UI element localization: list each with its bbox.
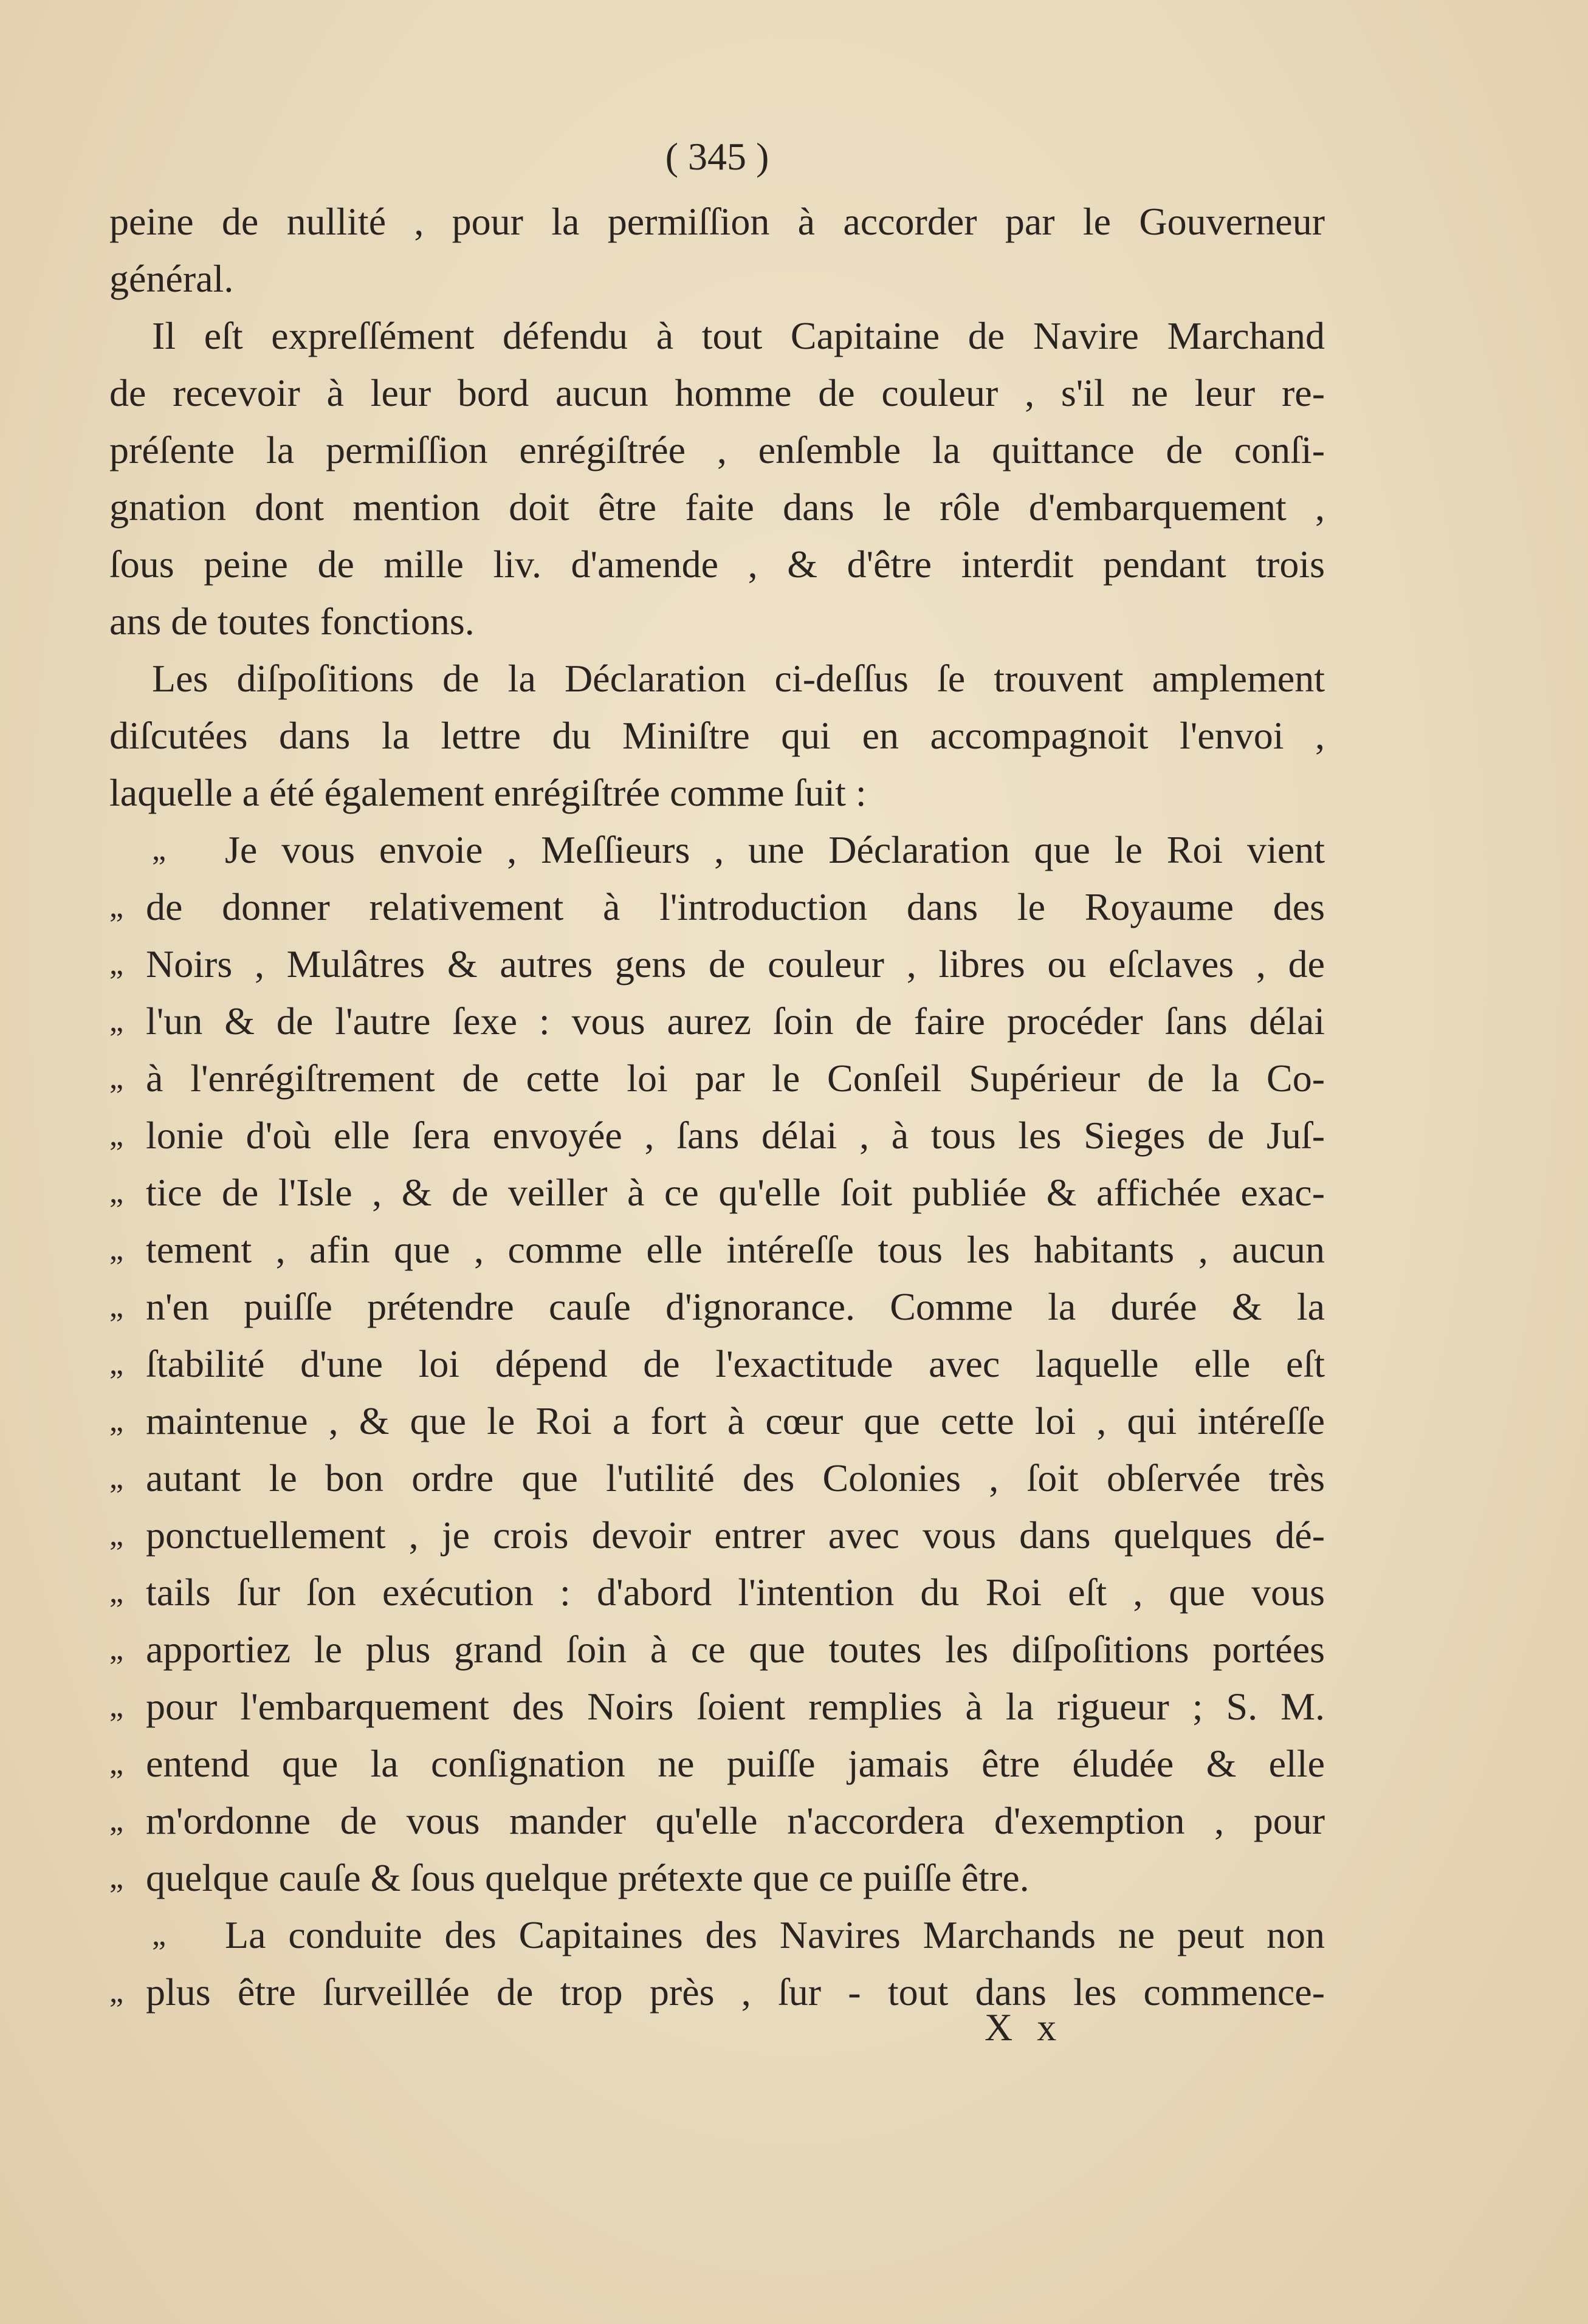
quote-text: l'un & de l'autre ſexe : vous aurez ſoin de faire procéder ſans délai <box>146 999 1325 1043</box>
quote-line <box>109 1107 1325 1164</box>
quote-mark: „ <box>109 1860 124 1895</box>
quote-text: pour l'embarquement des Noirs ſoient remplies à la rigueur ; S. M. <box>146 1685 1325 1728</box>
paragraph-1 <box>109 193 1325 307</box>
quote-text: ponctuellement , je crois devoir entrer avec vous dans quelques dé- <box>146 1513 1325 1557</box>
quote-text: entend que la conſignation ne puiſſe jamais être éludée & elle <box>146 1742 1325 1785</box>
quote-line <box>109 1335 1325 1393</box>
text-line: gnation dont mention doit être faite dans le rôle d'embarquement , <box>109 485 1325 529</box>
text-line: préſente la permiſſion enrégiſtrée , enſemble la quittance de conſi- <box>109 428 1325 471</box>
quote-mark: „ <box>109 1803 124 1838</box>
signature-mark: X x <box>985 2006 1064 2049</box>
quote-text: quelque cauſe & ſous quelque prétexte que ce puiſſe être. <box>146 1856 1029 1899</box>
text-line: ans de toutes fonctions. <box>109 600 475 643</box>
quote-text: tement , afin que , comme elle intéreſſe tous les habitants , aucun <box>146 1228 1325 1271</box>
text-line: Il eſt expreſſément défendu à tout Capitaine de Navire Marchand <box>152 314 1325 357</box>
quote-text: tails ſur ſon exécution : d'abord l'intention du Roi eſt , que vous <box>146 1571 1325 1614</box>
quote-text: n'en puiſſe prétendre cauſe d'ignorance. Comme la durée & la <box>146 1285 1325 1328</box>
quote-mark: „ <box>109 1346 124 1381</box>
quote-text: m'ordonne de vous mander qu'elle n'accordera d'exemption , pour <box>146 1799 1325 1842</box>
quote-mark: „ <box>109 1461 124 1495</box>
quote-line <box>109 1849 1325 1907</box>
quote-line <box>109 1564 1325 1621</box>
quote-text: apportiez le plus grand ſoin à ce que toutes les diſpoſitions portées <box>146 1628 1325 1671</box>
quote-line <box>109 821 1325 879</box>
quote-mark: „ <box>109 947 124 981</box>
quote-line <box>109 1221 1325 1278</box>
quote-line <box>109 1678 1325 1735</box>
quote-mark: „ <box>109 1689 124 1724</box>
quote-text: La conduite des Capitaines des Navires Marchands ne peut non <box>225 1913 1325 1956</box>
quote-text: lonie d'où elle ſera envoyée , ſans délai , à tous les Sieges de Juſ- <box>146 1114 1325 1157</box>
quote-mark: „ <box>109 1004 124 1038</box>
quote-line <box>109 1792 1325 1849</box>
quoted-letter <box>109 821 1325 2021</box>
quote-mark: „ <box>109 1746 124 1781</box>
quote-mark: „ <box>109 1632 124 1667</box>
paragraph-3 <box>109 650 1325 821</box>
text-block <box>109 132 1325 2021</box>
quote-mark: „ <box>109 1175 124 1210</box>
quote-text: autant le bon ordre que l'utilité des Colonies , ſoit obſervée très <box>146 1456 1325 1500</box>
quote-mark: „ <box>109 1975 124 2009</box>
quote-line <box>109 1393 1325 1450</box>
text-line: de recevoir à leur bord aucun homme de couleur , s'il ne leur re- <box>109 371 1325 414</box>
text-line: laquelle a été également enrégiſtrée comme ſuit : <box>109 771 867 814</box>
quote-text: maintenue , & que le Roi a fort à cœur que cette loi , qui intéreſſe <box>146 1399 1325 1442</box>
text-line: peine de nullité , pour la permiſſion à accorder par le Gouverneur <box>109 200 1325 243</box>
quote-mark: „ <box>109 1061 124 1095</box>
quote-line <box>109 1507 1325 1564</box>
text-line: ſous peine de mille liv. d'amende , & d'être interdit pendant trois <box>109 543 1325 586</box>
quote-mark: „ <box>109 1232 124 1267</box>
quote-text: Noirs , Mulâtres & autres gens de couleur , libres ou eſclaves , de <box>146 942 1325 985</box>
quote-mark: „ <box>109 889 124 924</box>
quote-mark: „ <box>152 1918 167 1952</box>
quote-line <box>109 1050 1325 1107</box>
quote-mark: „ <box>109 1575 124 1609</box>
quote-mark: „ <box>109 1289 124 1324</box>
text-line: diſcutées dans la lettre du Miniſtre qui en accompagnoit l'envoi , <box>109 714 1325 757</box>
quote-line <box>109 1735 1325 1792</box>
text-line: Les diſpoſitions de la Déclaration ci-deſſus ſe trouvent amplement <box>152 657 1325 700</box>
quote-line <box>109 879 1325 936</box>
quote-text: plus être ſurveillée de trop près , ſur - tout dans les commence- <box>146 1970 1325 2014</box>
quote-text: de donner relativement à l'introduction dans le Royaume des <box>146 885 1325 928</box>
quote-text: Je vous envoie , Meſſieurs , une Déclaration que le Roi vient <box>225 828 1325 871</box>
quote-text: à l'enrégiſtrement de cette loi par le Conſeil Supérieur de la Co- <box>146 1057 1325 1100</box>
quote-line <box>109 1450 1325 1507</box>
quote-text: tice de l'Isle , & de veiller à ce qu'elle ſoit publiée & affichée exac- <box>146 1171 1325 1214</box>
quote-mark: „ <box>109 1404 124 1438</box>
quote-line <box>109 1278 1325 1335</box>
quote-line <box>109 1164 1325 1221</box>
quote-mark: „ <box>109 1118 124 1153</box>
quote-mark: „ <box>152 832 167 867</box>
text-line: général. <box>109 257 234 300</box>
quote-mark: „ <box>109 1518 124 1552</box>
quote-line <box>109 993 1325 1050</box>
quote-line <box>109 1907 1325 1964</box>
quote-line <box>109 1964 1325 2021</box>
page-number: ( 345 ) <box>665 135 769 178</box>
quote-text: ſtabilité d'une loi dépend de l'exactitude avec laquelle elle eſt <box>146 1342 1325 1385</box>
paragraph-2 <box>109 307 1325 650</box>
quote-line <box>109 1621 1325 1678</box>
quote-line <box>109 936 1325 993</box>
